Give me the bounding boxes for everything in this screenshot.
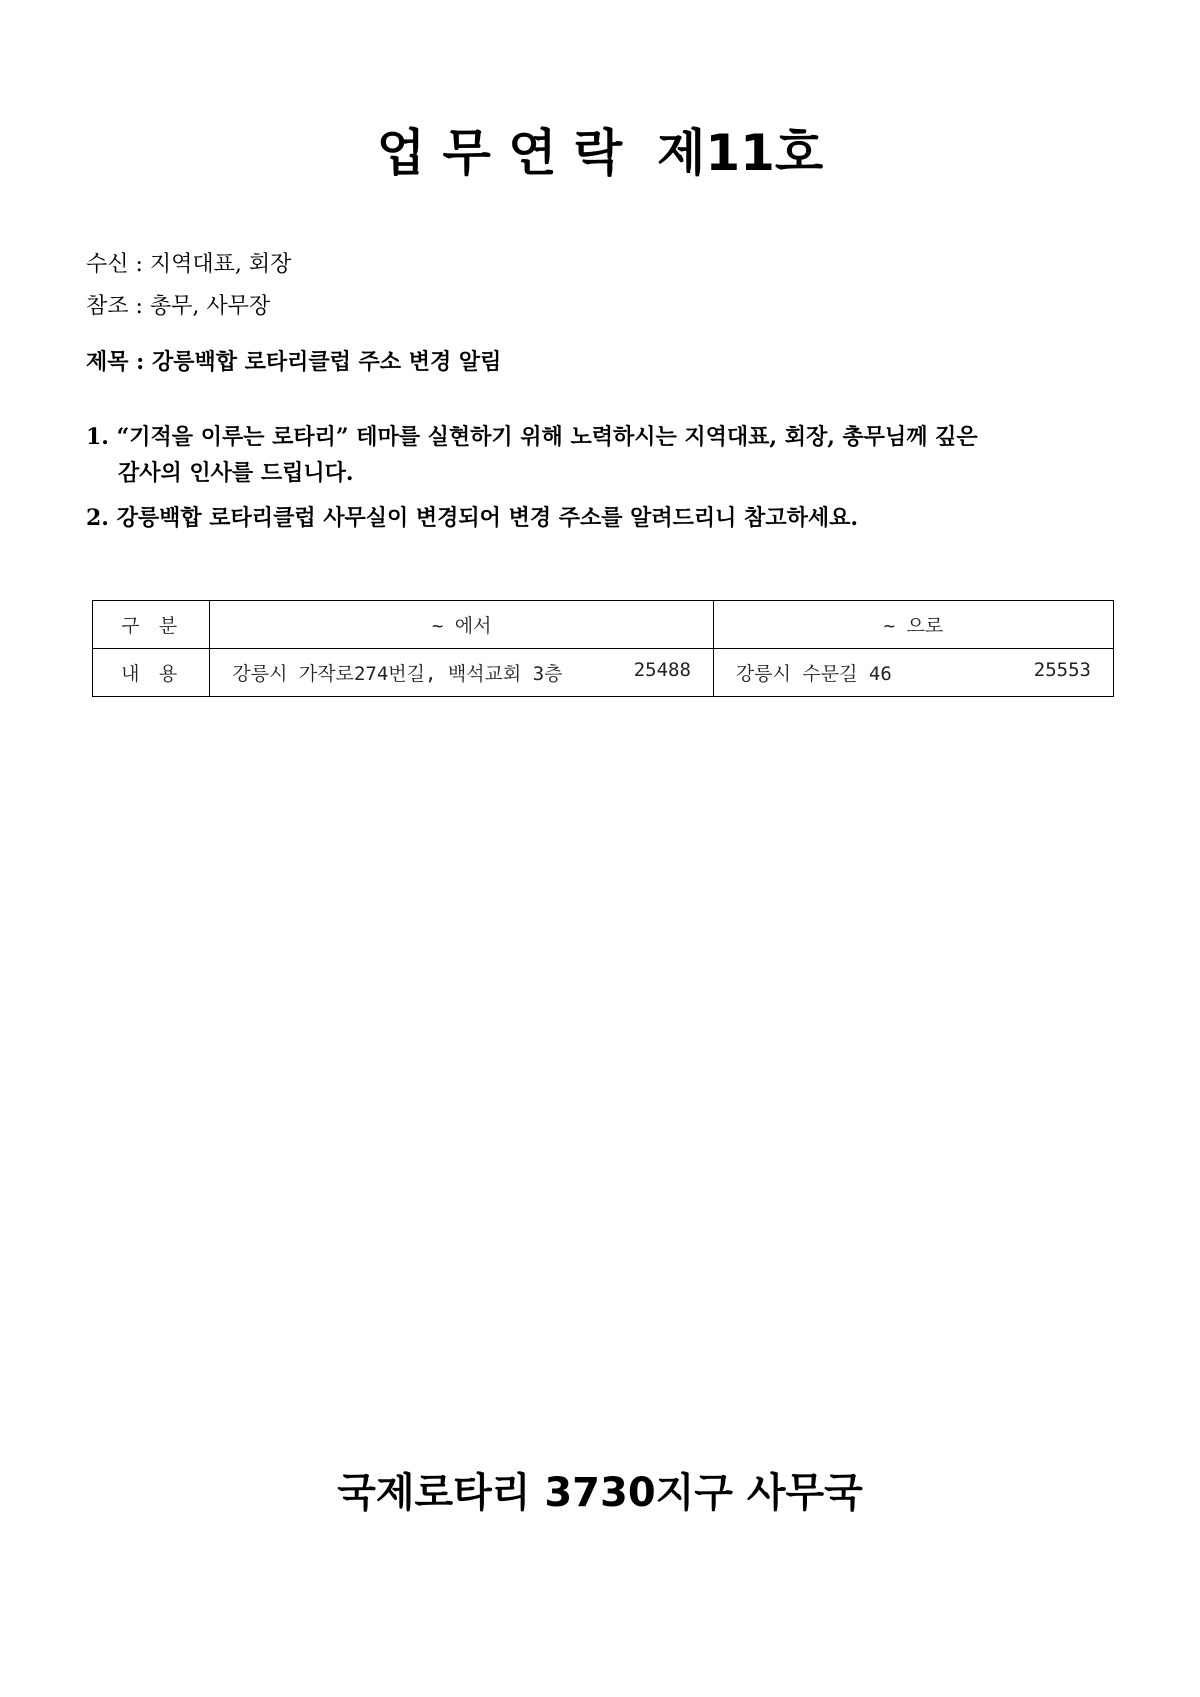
new-postcode: 25553 [1033,659,1091,681]
paragraph-1 [86,419,1116,491]
reference-line: 참조 : 총무, 사무장 [86,294,271,319]
row-label-cell: 내 용 [93,649,210,697]
old-address-cell [210,649,714,697]
document-title: 업 무 연 락 제11호 [376,124,824,182]
subject-line: 제목 : 강릉백합 로타리클럽 주소 변경 알림 [86,349,502,375]
paragraph-2 [86,500,1116,536]
issuing-organization: 국제로타리 3730지구 사무국 [337,1470,863,1516]
old-address: 강릉시 가작로274번길, 백석교회 3층 [232,663,563,685]
header-category-cell: 구 분 [93,601,210,649]
header-from-cell: ~ 에서 [210,601,714,649]
table-header-row [93,601,1114,649]
recipient-line: 수신 : 지역대표, 회장 [86,252,292,277]
paragraph-text: “기적을 이루는 로타리” 테마를 실현하기 위해 노력하시는 지역대표, 회장, 총무님께 깊은 [116,424,978,450]
paragraph-continuation: 감사의 인사를 드립니다. [118,460,354,486]
old-postcode: 25488 [633,659,691,681]
paragraph-number: 1. [86,424,109,450]
header-to-cell: ~ 으로 [713,601,1113,649]
paragraph-text: 강릉백합 로타리클럽 사무실이 변경되어 변경 주소를 알려드리니 참고하세요. [116,505,858,531]
paragraph-number: 2. [86,505,109,531]
new-address-cell [713,649,1113,697]
new-address: 강릉시 수문길 46 [735,663,892,685]
table-row [93,649,1114,697]
address-change-table [92,600,1114,697]
